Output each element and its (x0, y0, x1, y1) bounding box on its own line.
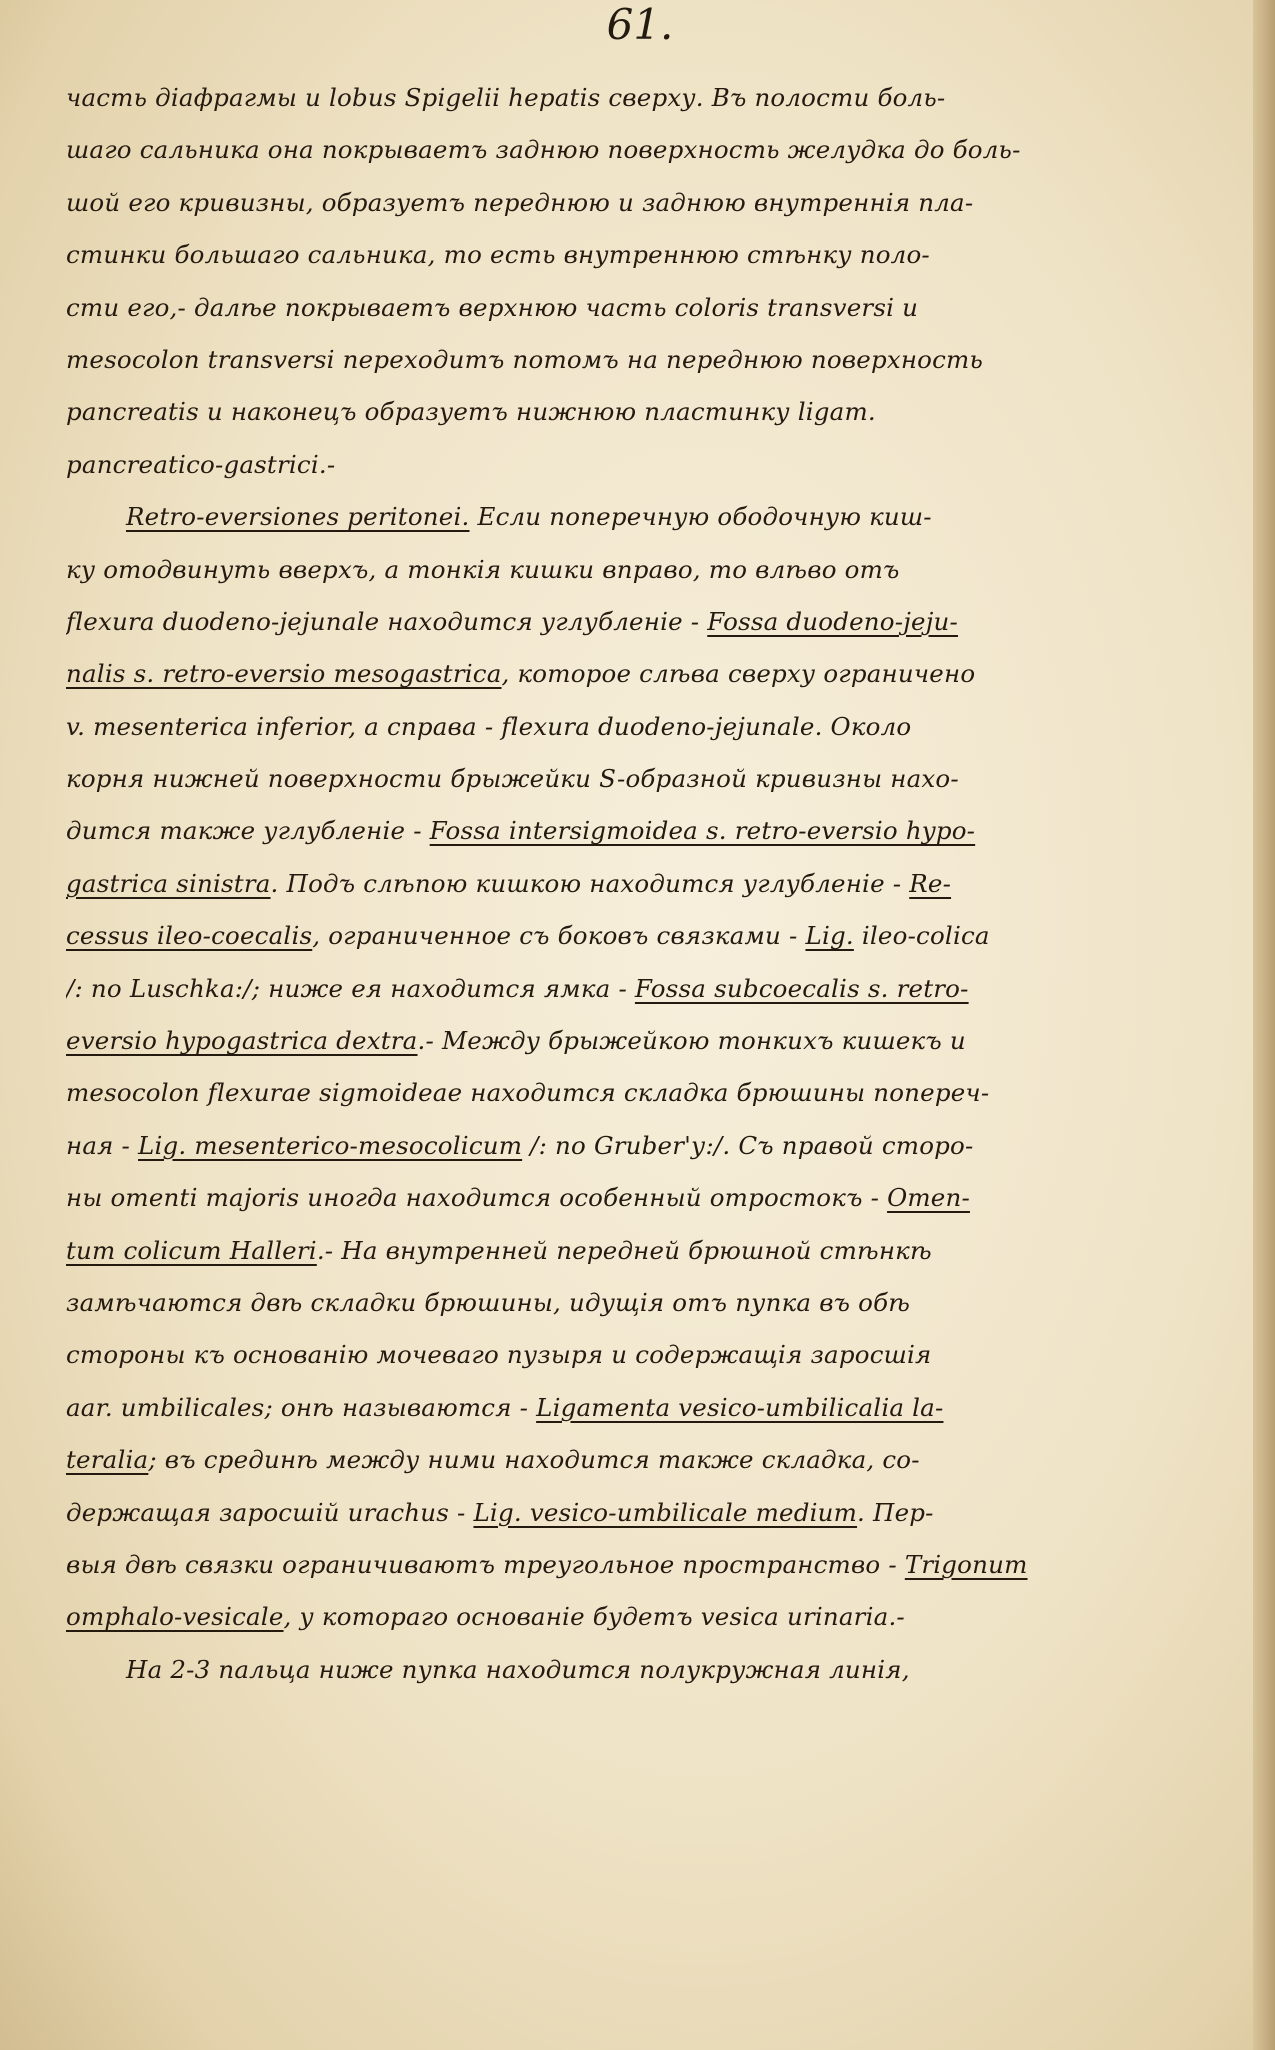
underlined-term: Ligamenta vesico-umbilicalia la- (536, 1392, 944, 1422)
text-segment: aar. umbilicales; онѣ называются - (66, 1392, 537, 1422)
text-line (66, 1434, 1196, 1486)
underlined-term: Trigonum (904, 1549, 1028, 1579)
text-segment: выя двѣ связки ограничиваютъ треугольное пространство - (66, 1549, 905, 1579)
text-line (66, 1015, 1196, 1067)
text-line (66, 544, 1196, 596)
text-line (66, 858, 1196, 910)
text-segment: ку отодвинуть вверхъ, а тонкія кишки вправо, то влѣво отъ (66, 554, 900, 584)
text-line (66, 1225, 1196, 1277)
text-segment: /: по Gruber'у:/. Съ правой сторо- (522, 1130, 974, 1160)
text-segment: . Подъ слѣпою кишкою находится углубленіе - (270, 868, 910, 898)
text-segment: шой его кривизны, образуетъ переднюю и заднюю внутреннія пла- (66, 187, 974, 217)
text-segment: ная - (66, 1130, 139, 1160)
text-segment: ileo-colica (853, 921, 990, 951)
text-line (66, 753, 1196, 805)
text-segment: Если поперечную ободочную киш- (469, 502, 932, 532)
text-line (66, 910, 1196, 962)
underlined-term: Lig. vesico-umbilicale medium (473, 1497, 858, 1527)
underlined-term: teralia (66, 1445, 149, 1475)
text-segment: . Пер- (857, 1497, 934, 1527)
underlined-term: Omen- (887, 1183, 970, 1213)
text-line (66, 1120, 1196, 1172)
text-line (66, 596, 1196, 648)
text-segment: дится также углубленіе - (66, 816, 430, 846)
text-line (66, 963, 1196, 1015)
text-segment: ны omenti majoris иногда находится особенный отростокъ - (66, 1183, 888, 1213)
underlined-term: cessus ileo-coecalis (66, 921, 313, 951)
text-segment: часть діафрагмы и lobus Spigelii hepatis сверху. Въ полости боль- (66, 83, 946, 112)
underlined-term: nalis s. retro-eversio mesogastrica (66, 659, 502, 689)
handwritten-text-body (66, 72, 1196, 1696)
text-segment: v. mesenterica inferior, а справа - flexura duodeno-jejunale. Около (66, 711, 912, 741)
text-line (66, 386, 1196, 438)
text-segment: замѣчаются двѣ складки брюшины, идущія отъ пупка въ обѣ (66, 1287, 911, 1317)
text-segment: pancreatico-gastrici.- (66, 449, 336, 479)
underlined-term: gastrica sinistra (66, 868, 271, 898)
underlined-term: Lig. (805, 921, 854, 951)
text-line (66, 1487, 1196, 1539)
text-segment: pancreatis и наконецъ образуетъ нижнюю пластинку ligam. (66, 397, 876, 427)
page-edge-shadow (1253, 0, 1275, 2050)
text-line (66, 1067, 1196, 1119)
underlined-term: Re- (909, 868, 952, 898)
page-number: 61. (606, 0, 674, 49)
text-line (66, 1172, 1196, 1224)
text-line (66, 1644, 1196, 1696)
text-segment: /: по Luschka:/; ниже ея находится ямка - (66, 973, 635, 1003)
text-line (66, 72, 1196, 124)
text-line (66, 1277, 1196, 1329)
text-line (66, 334, 1196, 386)
text-line (66, 491, 1196, 543)
underlined-term: tum colicum Halleri (66, 1235, 317, 1265)
text-segment: стороны къ основанію мочеваго пузыря и содержащія заросшія (66, 1340, 932, 1370)
text-line (66, 229, 1196, 281)
text-line (66, 1539, 1196, 1591)
text-segment: .- На внутренней передней брюшной стѣнкѣ (316, 1235, 932, 1265)
text-segment: корня нижней поверхности брыжейки S-образной кривизны нахо- (66, 764, 959, 794)
underlined-term: Fossa intersigmoidea s. retro-eversio hypo- (429, 816, 976, 846)
text-line (66, 177, 1196, 229)
underlined-term: Retro-eversiones peritonei. (126, 502, 470, 532)
text-line (66, 1329, 1196, 1381)
text-line (66, 805, 1196, 857)
text-segment: , у котораго основаніе будетъ vesica urinaria.- (283, 1602, 905, 1632)
underlined-term: Lig. mesenterico-mesocolicum (138, 1130, 523, 1160)
text-line (66, 282, 1196, 334)
text-segment: сти его,- далѣе покрываетъ верхнюю часть coloris transversi и (66, 292, 919, 322)
text-line (66, 1591, 1196, 1643)
underlined-term: omphalo-vesicale (66, 1602, 284, 1632)
underlined-term: eversio hypogastrica dextra (66, 1026, 418, 1056)
text-segment: mesocolon flexurae sigmoideae находится складка брюшины попереч- (66, 1078, 990, 1108)
text-segment: ; въ срединѣ между ними находится также складка, со- (148, 1445, 920, 1475)
text-segment: , ограниченное съ боковъ связками - (312, 921, 806, 951)
text-segment: держащая заросшій urachus - (66, 1497, 474, 1527)
text-line (66, 439, 1196, 491)
text-segment: .- Между брыжейкою тонкихъ кишекъ и (417, 1026, 966, 1056)
text-line (66, 701, 1196, 753)
text-segment: На 2-3 пальца ниже пупка находится полукружная линія, (126, 1654, 910, 1684)
underlined-term: Fossa duodeno-jeju- (707, 606, 958, 636)
text-segment: , которое слѣва сверху ограничено (501, 659, 976, 689)
underlined-term: Fossa subcoecalis s. retro- (634, 973, 969, 1003)
text-line (66, 124, 1196, 176)
text-segment: шаго сальника она покрываетъ заднюю поверхность желудка до боль- (66, 135, 1021, 165)
text-line (66, 1382, 1196, 1434)
text-segment: стинки большаго сальника, то есть внутреннюю стѣнку поло- (66, 240, 930, 270)
text-segment: mesocolon transversi переходитъ потомъ на переднюю поверхность (66, 344, 984, 374)
text-segment: flexura duodeno-jejunale находится углубленіе - (66, 606, 708, 636)
text-line (66, 648, 1196, 700)
